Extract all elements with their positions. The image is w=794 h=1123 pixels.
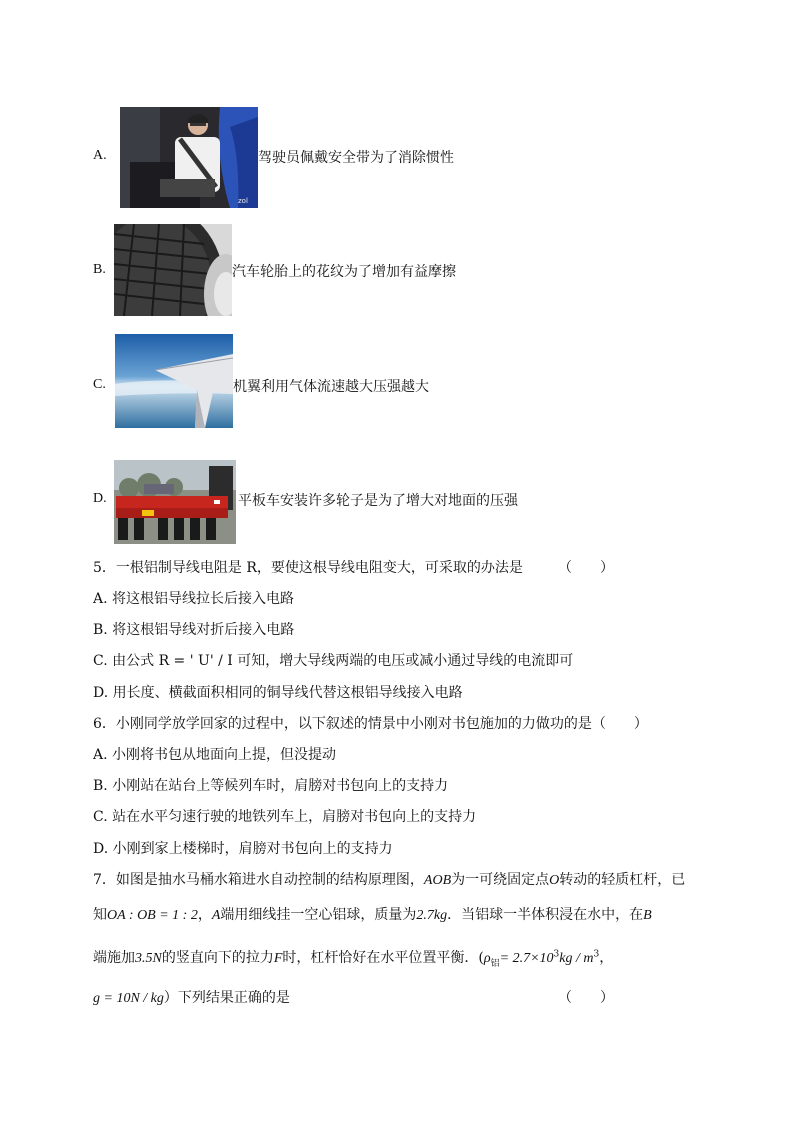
option-c-letter: C.	[93, 377, 106, 392]
q7-force-symbol: F	[273, 951, 283, 966]
q7-ratio: OA : OB = 1 : 2	[107, 908, 198, 923]
q7-mass: 2.7kg	[416, 908, 448, 923]
q7-point-b: B	[643, 908, 652, 923]
flatbed-truck-photo	[114, 460, 236, 544]
q7-point-o: O	[549, 873, 560, 888]
option-b-letter: B.	[93, 262, 106, 277]
q6-stem: 6．小刚同学放学回家的过程中，以下叙述的情景中小刚对书包施加的力做功的是（ ）	[93, 716, 648, 732]
q6-option-a: A. 小刚将书包从地面向上提，但没提动	[93, 747, 337, 763]
option-b-text: 汽车轮胎上的花纹为了增加有益摩擦	[232, 264, 456, 280]
q7-lever-aob: AOB	[423, 873, 452, 888]
q5-option-a: A. 将这根铝导线拉长后接入电路	[93, 591, 295, 607]
seatbelt-photo	[120, 107, 258, 208]
q7-line-2	[93, 905, 652, 926]
q6-option-d: D. 小刚到家上楼梯时，肩膀对书包向上的支持力	[93, 841, 393, 857]
q5-stem: 5．一根铝制导线电阻是 R，要使这根导线电阻变大，可采取的办法是	[93, 560, 523, 576]
option-d-text: 平板车安装许多轮子是为了增大对地面的压强	[238, 493, 518, 509]
q6-option-c: C. 站在水平匀速行驶的地铁列车上，肩膀对书包向上的支持力	[93, 809, 477, 825]
q7-text: ．当铝球一半体积浸在水中，在	[447, 907, 644, 923]
q7-density-subscript: 铝	[490, 958, 500, 969]
q7-text: 端用细线挂一空心铝球，质量为	[220, 907, 417, 923]
option-a-letter: A.	[93, 148, 107, 163]
q7-density-symbol: ρ	[483, 951, 491, 966]
q7-text: 时，杠杆恰好在水平位置平衡．(	[282, 950, 484, 966]
q5-option-b: B. 将这根铝导线对折后接入电路	[93, 622, 295, 638]
q7-text: ）下列结果正确的是	[163, 990, 290, 1006]
q5-option-d: D. 用长度、横截面积相同的铜导线代替这根铝导线接入电路	[93, 685, 463, 701]
q5-answer-bracket: （ ）	[558, 560, 614, 576]
q7-text: 转动的轻质杠杆，已	[559, 872, 686, 888]
q7-point-a: A	[211, 908, 221, 923]
q7-line-3	[93, 948, 613, 969]
svg-text:zol: zol	[238, 197, 248, 205]
q7-text: 知	[93, 907, 107, 923]
q7-density-unit-exponent: 3	[593, 949, 600, 960]
q7-text: 端施加	[93, 950, 135, 966]
q7-line-4	[93, 988, 290, 1009]
option-c-text: 机翼利用气体流速越大压强越大	[233, 379, 429, 395]
q5-option-c: C. 由公式 R = ' U' / I 可知，增大导线两端的电压或减小通过导线的电流即可	[93, 653, 574, 669]
q7-text: 的竖直向下的拉力	[161, 950, 274, 966]
q7-density-unit: kg / m	[559, 951, 594, 966]
option-d-letter: D.	[93, 491, 107, 506]
q7-answer-bracket: （ ）	[558, 990, 614, 1006]
q6-option-b: B. 小刚站在站台上等候列车时，肩膀对书包向上的支持力	[93, 778, 449, 794]
tire-tread-photo	[114, 224, 232, 316]
q7-force-value: 3.5N	[135, 951, 162, 966]
q7-density-exponent: 3	[553, 949, 560, 960]
q7-gravity: g = 10N / kg	[93, 991, 164, 1006]
q7-density-value: = 2.7×10	[499, 951, 554, 966]
airplane-wing-photo	[115, 334, 233, 428]
q7-line-1	[93, 870, 685, 891]
q7-text: ，	[197, 907, 212, 923]
q7-text: 7．如图是抽水马桶水箱进水自动控制的结构原理图，	[93, 872, 424, 888]
q7-text: ，	[599, 950, 614, 966]
q7-text: 为一可绕固定点	[451, 872, 550, 888]
option-a-text: 驾驶员佩戴安全带为了消除惯性	[258, 150, 454, 166]
